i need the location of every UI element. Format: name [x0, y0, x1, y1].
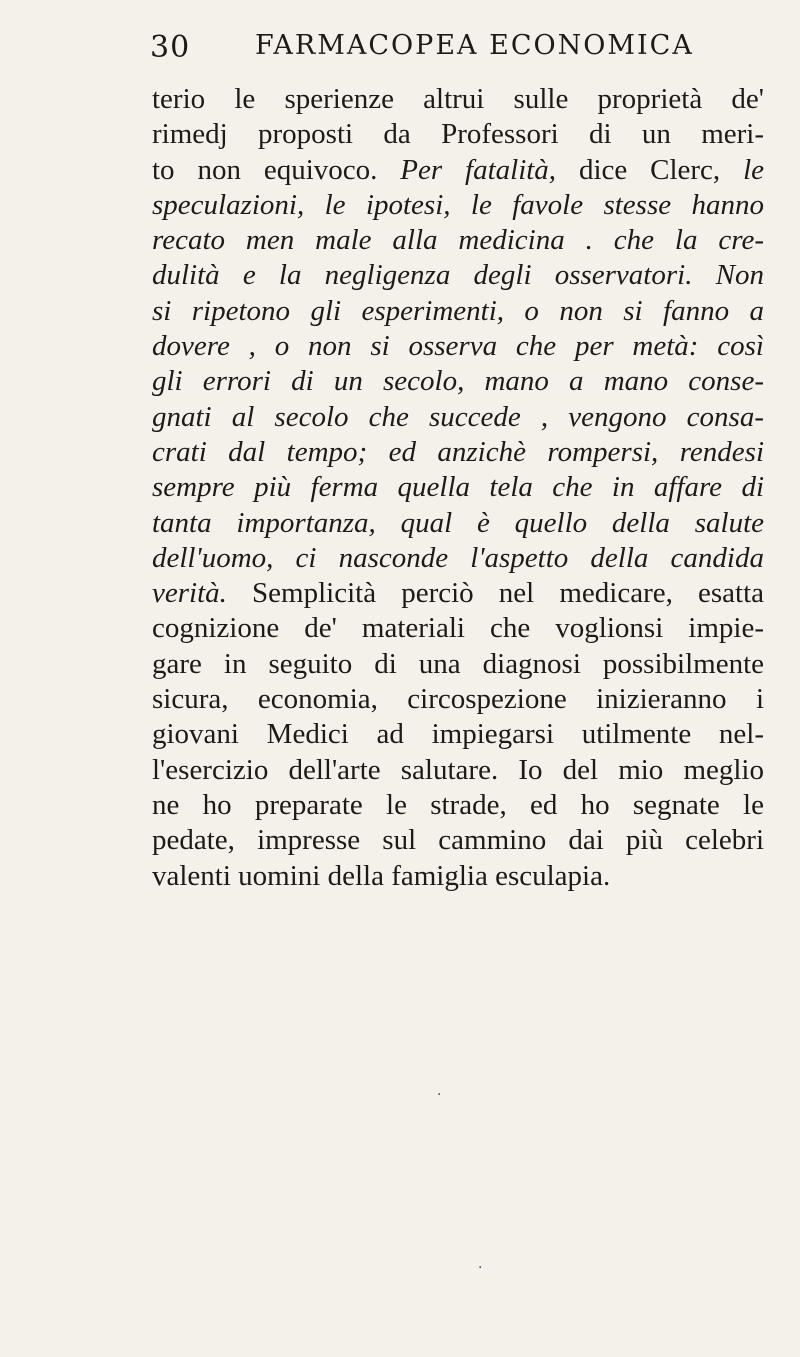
text-line	[152, 717, 764, 752]
text-line	[152, 788, 764, 823]
text-line	[152, 753, 764, 788]
page-header	[150, 30, 750, 70]
text-line	[152, 859, 764, 894]
italic-segment: dulità e la negligenza degli osservatori. Non	[152, 259, 764, 292]
text-segment: dice Clerc,	[556, 153, 744, 186]
italic-segment: speculazioni, le ipotesi, le favole stesse hanno	[152, 188, 764, 221]
text-line	[152, 611, 764, 646]
body-paragraph	[152, 82, 764, 894]
text-segment: Semplicità perciò nel medicare, esatta	[226, 577, 764, 610]
italic-segment: Per fatalità,	[400, 153, 557, 186]
italic-segment: gli errori di un secolo, mano a mano conse-	[152, 365, 764, 398]
print-speck: ·	[437, 1087, 442, 1103]
italic-segment: recato men male alla medicina . che la cre-	[152, 224, 764, 257]
text-line	[152, 823, 764, 858]
italic-segment: crati dal tempo; ed anzichè rompersi, rendesi	[152, 435, 764, 468]
text-line	[152, 682, 764, 717]
text-segment: cognizione de' materiali che voglionsi impie-	[152, 612, 764, 645]
text-line	[152, 364, 764, 399]
text-line	[152, 470, 764, 505]
text-segment: terio le sperienze altrui sulle proprietà de'	[152, 83, 764, 115]
italic-segment: dovere , o non si osserva che per metà: così	[152, 330, 764, 363]
italic-segment: le	[743, 153, 764, 186]
text-segment: valenti uomini della famiglia esculapia.	[152, 859, 611, 892]
text-line	[152, 117, 764, 152]
text-line	[152, 258, 764, 293]
text-segment: rimedj proposti da Professori di un meri-	[152, 118, 764, 151]
text-segment: to non equivoco.	[152, 153, 401, 186]
text-line	[152, 400, 764, 435]
italic-segment: dell'uomo, ci nasconde l'aspetto della candida	[152, 541, 764, 574]
text-line	[152, 188, 764, 223]
italic-segment: verità.	[152, 577, 227, 610]
text-line	[152, 329, 764, 364]
text-segment: pedate, impresse sul cammino dai più celebri	[152, 824, 764, 857]
text-segment: giovani Medici ad impiegarsi utilmente nel-	[152, 718, 764, 751]
italic-segment: si ripetono gli esperimenti, o non si fanno a	[152, 294, 764, 327]
text-line	[152, 506, 764, 541]
text-line	[152, 576, 764, 611]
print-speck: ·	[478, 1260, 483, 1276]
text-segment: ne ho preparate le strade, ed ho segnate le	[152, 788, 764, 821]
text-line	[152, 541, 764, 576]
text-line	[152, 82, 764, 117]
italic-segment: gnati al secolo che succede , vengono consa-	[152, 400, 764, 433]
italic-segment: sempre più ferma quella tela che in affare di	[152, 471, 764, 504]
italic-segment: tanta importanza, qual è quello della salute	[152, 506, 764, 539]
text-segment: l'esercizio dell'arte salutare. Io del mio meglio	[152, 753, 764, 786]
text-segment: gare in seguito di una diagnosi possibilmente	[152, 647, 764, 680]
text-line	[152, 435, 764, 470]
text-line	[152, 153, 764, 188]
page-number: 30	[150, 30, 191, 65]
text-line	[152, 294, 764, 329]
running-title: FARMACOPEA ECONOMICA	[255, 30, 694, 61]
text-line	[152, 223, 764, 258]
text-segment: sicura, economia, circospezione inizieranno i	[152, 683, 764, 716]
text-line	[152, 647, 764, 682]
